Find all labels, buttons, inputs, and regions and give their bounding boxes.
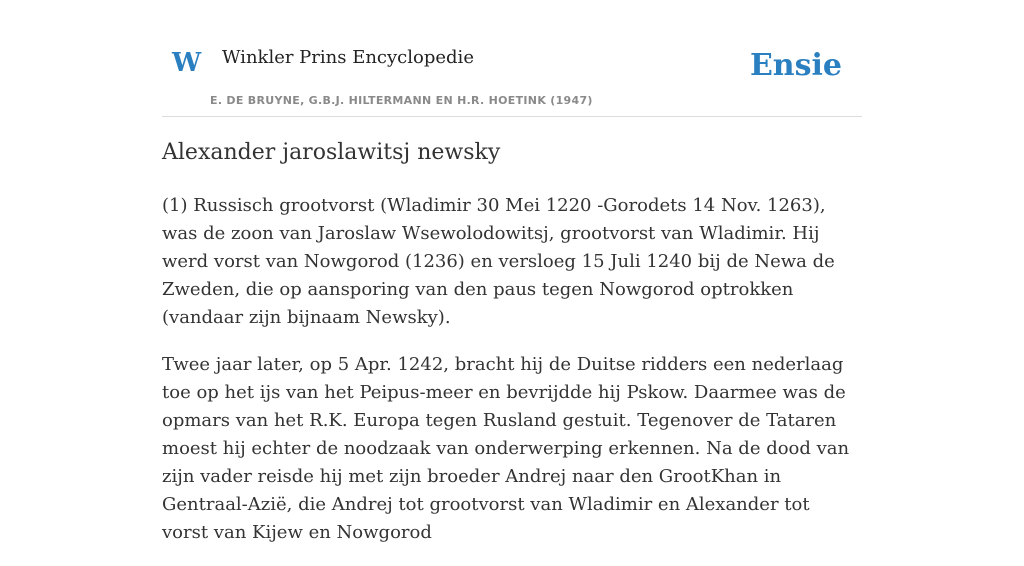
ensie-logo-link[interactable]: Ensie — [749, 48, 842, 83]
article-paragraph: Twee jaar later, op 5 Apr. 1242, bracht hij de Duitse ridders een nederlaag toe op het ijs van het Peipus-meer en bevrijdde hij Pskow. Daarmee was de opmars van het R.K. Europa tegen Rusland gestuit. Tegenover de Tataren moest hij echter de noodzaak van onderwerping erkennen. Na de dood van zijn vader reisde hij met zijn broeder Andrej naar den GrootKhan in Gentraal-Azië, die Andrej tot grootvorst van Wladimir en Alexander tot vorst van Kijew en Nowgorod — [162, 354, 850, 543]
article-body — [162, 192, 852, 566]
article-title: Alexander jaroslawitsj newsky — [162, 140, 501, 165]
article-paragraph: (1) Russisch grootvorst (Wladimir 30 Mei 1220 -Gorodets 14 Nov. 1263), was de zoon van Jaroslaw Wsewolodowitsj, grootvorst van Wladimir. Hij werd vorst van Nowgorod (1236) en versloeg 15 Juli 1240 bij de Newa de Zweden, die op aansporing van den paus tegen Nowgorod optrokken (vandaar zijn bijnaam Newsky). — [162, 195, 835, 328]
winkler-prins-logo[interactable]: W — [172, 48, 202, 78]
book-title[interactable]: Winkler Prins Encyclopedie — [222, 47, 474, 68]
header — [162, 0, 862, 117]
book-authors: E. DE BRUYNE, G.B.J. HILTERMANN EN H.R. HOETINK (1947) — [210, 94, 593, 107]
